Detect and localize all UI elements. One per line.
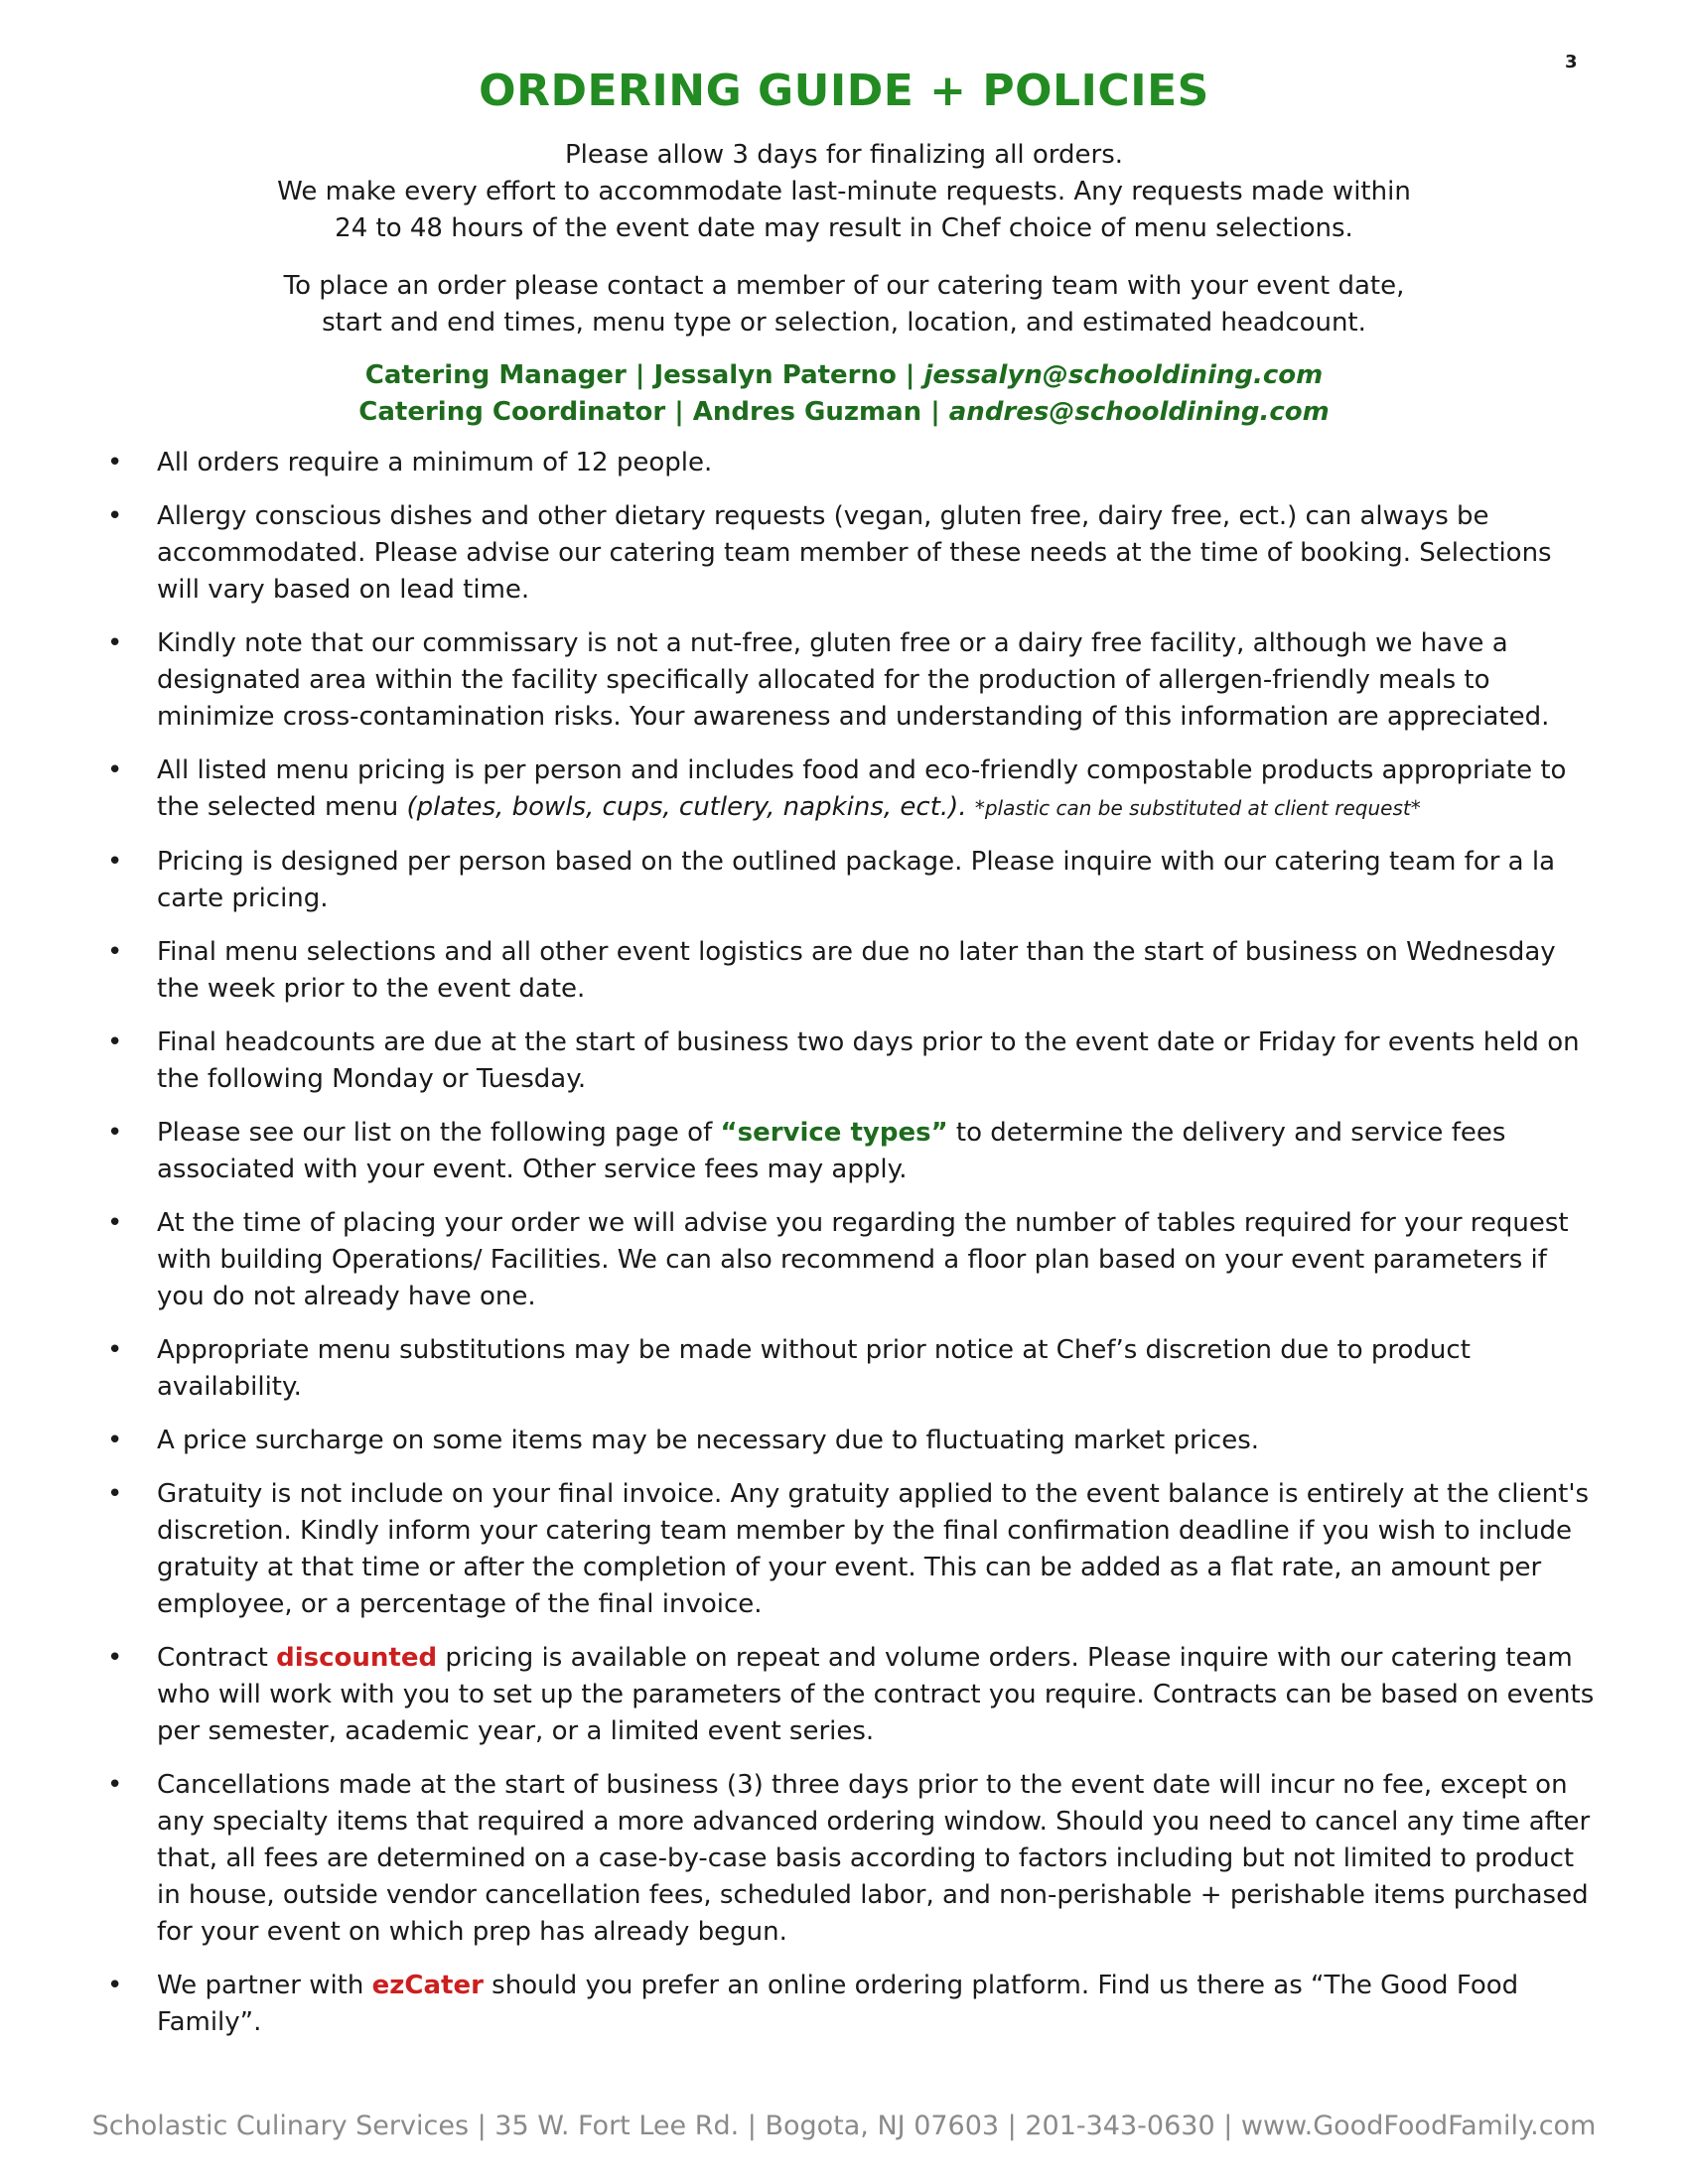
policy-allergy: • Allergy conscious dishes and other dietary requests (vegan, gluten free, dairy free, ect.) can always be accommodated. Please advise our catering team member of these needs at the time of booking. Selections will vary based on lead time. xyxy=(107,498,1597,609)
intro-line: start and end times, menu type or selection, location, and estimated headcount. xyxy=(322,308,1366,338)
policy-per-person: • Pricing is designed per person based on the outlined package. Please inquire with our catering team for a la carte pricing. xyxy=(107,844,1597,917)
contact-block xyxy=(0,357,1688,431)
contact-manager xyxy=(0,357,1688,394)
page-number: 3 xyxy=(1565,52,1578,72)
policy-cancellations: • Cancellations made at the start of business (3) three days prior to the event date will incur no fee, except on any specialty items that required a more advanced ordering window. Should you need to cancel any time after that, all fees are determined on a case-by-case basis according to factors including but not limited to product in house, outside vendor cancellation fees, scheduled labor, and non-perishable + perishable items purchased for your event on which prep has already begun. xyxy=(107,1767,1597,1951)
policy-list xyxy=(107,445,1597,2058)
policy-tables: • At the time of placing your order we will advise you regarding the number of tables required for your request with building Operations/ Facilities. We can also recommend a floor plan based on your event parameters if you do not already have one. xyxy=(107,1205,1597,1315)
policy-substitutions: • Appropriate menu substitutions may be made without prior notice at Chef’s discretion due to product availability. xyxy=(107,1332,1597,1406)
plastic-note: *plastic can be substituted at client request* xyxy=(974,796,1421,820)
policy-surcharge: • A price surcharge on some items may be necessary due to fluctuating market prices. xyxy=(107,1423,1597,1459)
policy-pricing-products: • All listed menu pricing is per person and includes food and eco-friendly compostable products appropriate to the selected menu (plates, bowls, cups, cutlery, napkins, ect.). *plastic can be substituted at client request* xyxy=(107,752,1597,827)
contact-email-link[interactable]: jessalyn@schooldining.com xyxy=(923,360,1324,390)
policy-headcount: • Final headcounts are due at the start of business two days prior to the event date or Friday for events held on the following Monday or Tuesday. xyxy=(107,1024,1597,1098)
intro-timing xyxy=(0,137,1688,247)
contact-name: Andres Guzman | xyxy=(692,397,940,427)
footer: Scholastic Culinary Services | 35 W. Fort Lee Rd. | Bogota, NJ 07603 | 201-343-0630 | www.GoodFoodFamily.com xyxy=(91,2111,1597,2141)
contact-coordinator xyxy=(0,394,1688,431)
policy-gratuity: • Gratuity is not include on your final invoice. Any gratuity applied to the event balance is entirely at the client's discretion. Kindly inform your catering team member by the final confirmation deadline if you wish to include gratuity at that time or after the completion of your event. This can be added as a flat rate, an amount per employee, or a percentage of the final invoice. xyxy=(107,1476,1597,1623)
intro-line: 24 to 48 hours of the event date may result in Chef choice of menu selections. xyxy=(335,213,1353,243)
policy-minimum: • All orders require a minimum of 12 people. xyxy=(107,445,1597,481)
page-title: ORDERING GUIDE + POLICIES xyxy=(479,66,1209,116)
policy-service-types: • Please see our list on the following page of “service types” to determine the delivery and service fees associated with your event. Other service fees may apply. xyxy=(107,1115,1597,1188)
policy-final-menu: • Final menu selections and all other event logistics are due no later than the start of business on Wednesday the week prior to the event date. xyxy=(107,934,1597,1008)
intro-ordering xyxy=(0,268,1688,341)
contact-email-link[interactable]: andres@schooldining.com xyxy=(948,397,1330,427)
intro-line: Please allow 3 days for finalizing all orders. xyxy=(564,140,1124,170)
contact-role: Catering Manager | xyxy=(364,360,645,390)
policy-contract: • Contract discounted pricing is available on repeat and volume orders. Please inquire with our catering team who will work with you to set up the parameters of the contract you require. Contracts can be based on events per semester, academic year, or a limited event series. xyxy=(107,1640,1597,1750)
service-types-link[interactable]: “service types” xyxy=(720,1118,948,1148)
policy-ezcater: • We partner with ezCater should you prefer an online ordering platform. Find us there as “The Good Food Family”. xyxy=(107,1968,1597,2041)
intro-line: To place an order please contact a member of our catering team with your event date, xyxy=(283,271,1405,301)
discounted-highlight: discounted xyxy=(276,1643,438,1673)
policy-facility: • Kindly note that our commissary is not a nut-free, gluten free or a dairy free facility, although we have a designated area within the facility specifically allocated for the production of allergen-friendly meals to minimize cross-contamination risks. Your awareness and understanding of this information are appreciated. xyxy=(107,625,1597,736)
contact-role: Catering Coordinator | xyxy=(358,397,684,427)
intro-line: We make every effort to accommodate last-minute requests. Any requests made within xyxy=(277,177,1411,206)
contact-name: Jessalyn Paterno | xyxy=(653,360,915,390)
ezcater-link[interactable]: ezCater xyxy=(371,1971,484,2000)
